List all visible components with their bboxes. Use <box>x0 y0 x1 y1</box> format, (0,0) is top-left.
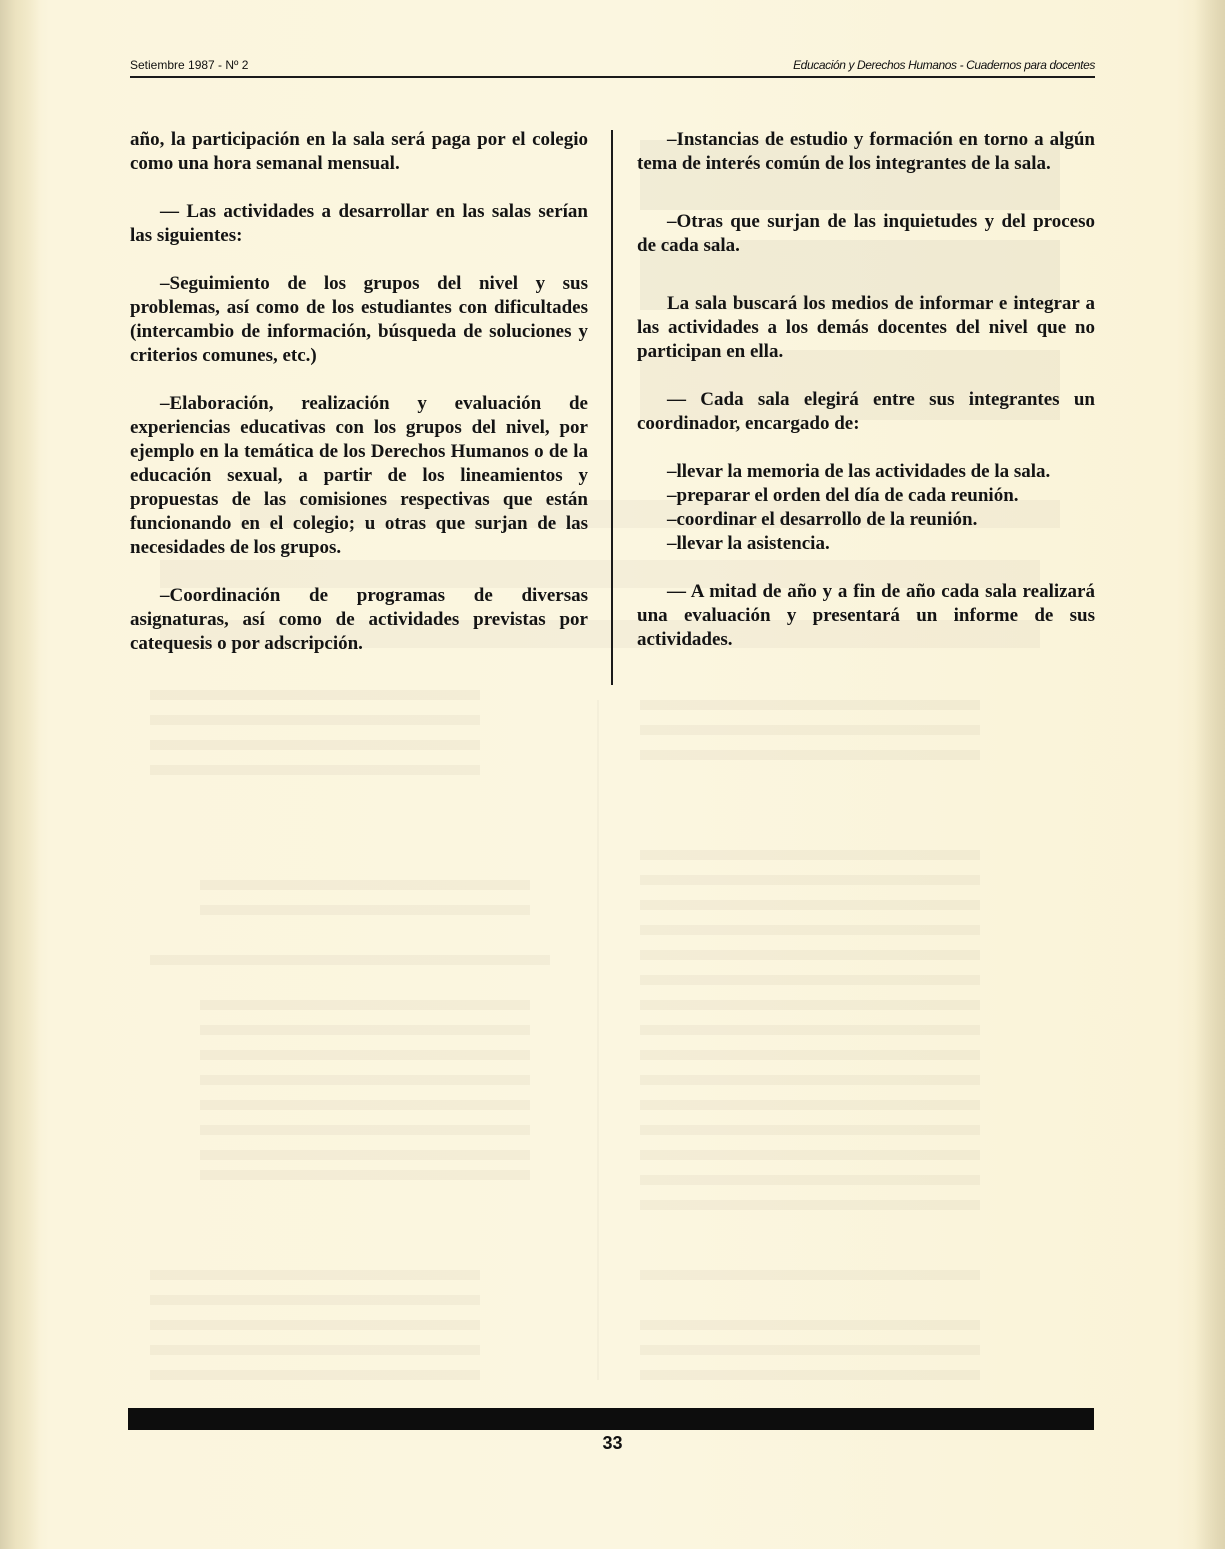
list-item: –coordinar el desarrollo de la reunión. <box>667 509 978 530</box>
paragraph: –Otras que surjan de las inquietudes y del proceso de cada sala. <box>637 211 1095 256</box>
list-item: –preparar el orden del día de cada reunión. <box>667 485 1019 506</box>
list-item: –llevar la memoria de las actividades de la sala. <box>667 461 1051 482</box>
header-issue-date: Setiembre 1987 - Nº 2 <box>130 58 249 72</box>
paragraph: — A mitad de año y a fin de año cada sala realizará una evaluación y presentará un informe de sus actividades. <box>637 581 1095 650</box>
paragraph: año, la participación en la sala será paga por el colegio como una hora semanal mensual. <box>130 129 588 174</box>
paragraph: — Las actividades a desarrollar en las salas serían las siguientes: <box>130 201 588 246</box>
list-item: –llevar la asistencia. <box>667 533 830 554</box>
paragraph: — Cada sala elegirá entre sus integrantes un coordinador, encargado de: <box>637 389 1095 434</box>
paragraph: –Coordinación de programas de diversas asignaturas, así como de actividades previstas por catequesis o por adscripción. <box>130 585 588 654</box>
column-divider <box>611 130 613 685</box>
running-header <box>130 56 1095 78</box>
page-number: 33 <box>602 1433 623 1453</box>
paragraph: –Elaboración, realización y evaluación de experiencias educativas con los grupos del nivel, por ejemplo en la temática de los Derechos Humanos o de la educación sexual, a partir de los lineamientos y propuestas de las comisiones respectivas que están funcionando en el colegio; u otras que surjan de las necesidades de los grupos. <box>130 393 588 558</box>
footer-bar <box>128 1408 1094 1430</box>
right-column <box>637 128 1095 676</box>
coordinator-duties-list <box>637 460 1095 556</box>
header-publication-title: Educación y Derechos Humanos - Cuadernos para docentes <box>793 58 1095 72</box>
paragraph: –Seguimiento de los grupos del nivel y sus problemas, así como de los estudiantes con dificultades (intercambio de información, búsqueda de soluciones y criterios comunes, etc.) <box>130 273 588 366</box>
left-column <box>130 128 588 680</box>
paragraph: La sala buscará los medios de informar e integrar a las actividades a los demás docentes del nivel que no participan en ella. <box>637 293 1095 362</box>
paragraph: –Instancias de estudio y formación en torno a algún tema de interés común de los integrantes de la sala. <box>637 129 1095 174</box>
